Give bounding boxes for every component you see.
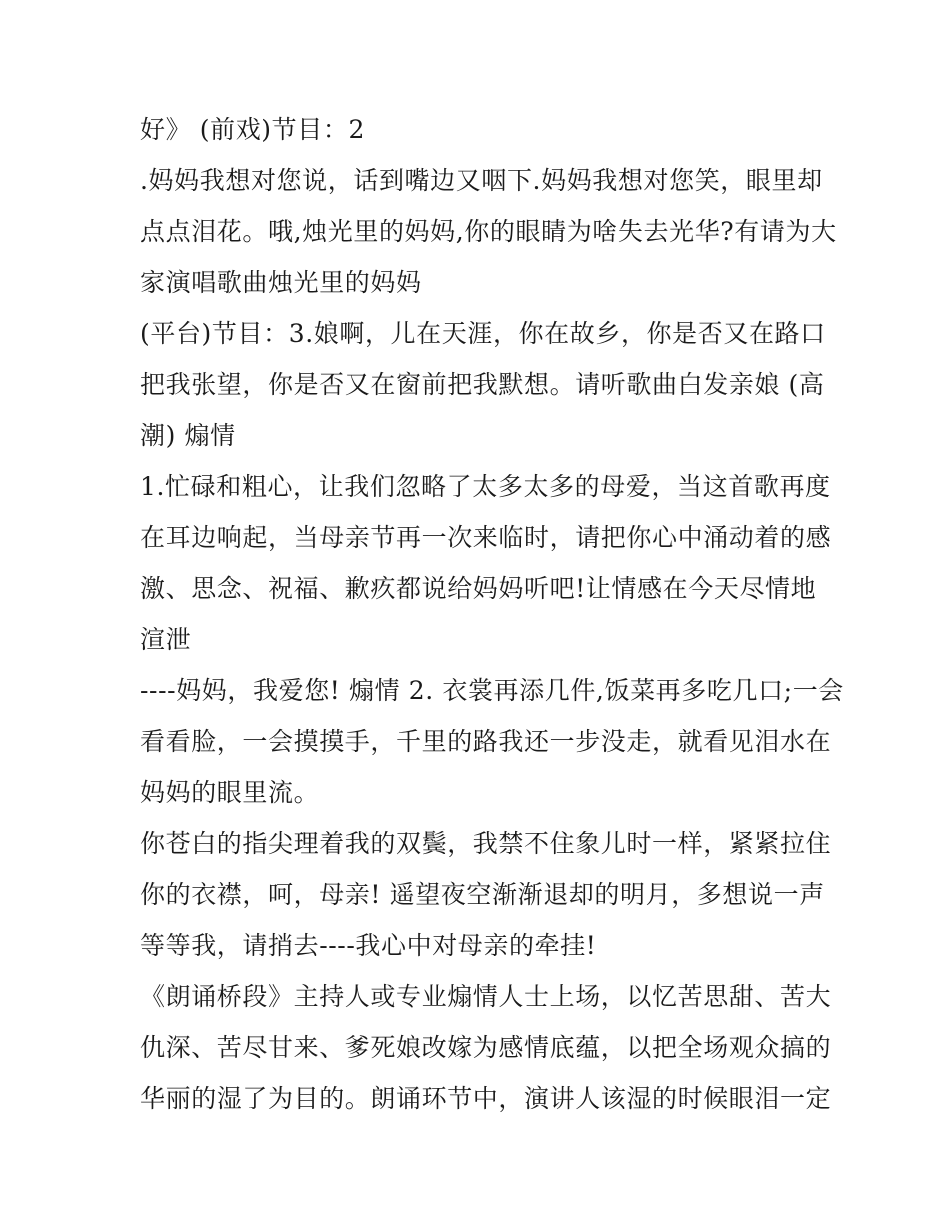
text-line: (平台)节目：3.娘啊，儿在天涯，你在故乡，你是否又在路口 <box>140 319 826 348</box>
text-line: 家演唱歌曲烛光里的妈妈 <box>140 268 422 297</box>
text-line: 把我张望，你是否又在窗前把我默想。请听歌曲白发亲娘 (高 <box>140 370 825 399</box>
document-body <box>140 104 844 1124</box>
text-line: 1.忙碌和粗心，让我们忽略了太多太多的母爱，当这首歌再度 <box>140 472 831 501</box>
text-line: 《朗诵桥段》主持人或专业煽情人士上场，以忆苦思甜、苦大 <box>140 982 832 1011</box>
text-line: 渲泄 <box>140 625 192 654</box>
text-line: 你苍白的指尖理着我的双鬓，我禁不住象儿时一样，紧紧拉住 <box>140 829 832 858</box>
text-line: 在耳边响起，当母亲节再一次来临时，请把你心中涌动着的感 <box>140 523 832 552</box>
text-line: 华丽的湿了为目的。朗诵环节中，演讲人该湿的时候眼泪一定 <box>140 1084 832 1113</box>
text-line: 你的衣襟，呵，母亲! 遥望夜空渐渐退却的明月，多想说一声 <box>140 880 825 909</box>
text-line: 潮) 煽情 <box>140 421 236 450</box>
text-line: 看看脸，一会摸摸手，千里的路我还一步没走，就看见泪水在 <box>140 727 832 756</box>
text-line: 点点泪花。哦,烛光里的妈妈,你的眼睛为啥失去光华?有请为大 <box>140 217 837 246</box>
text-line: 好》 (前戏)节目：2 <box>140 115 365 144</box>
text-line: 妈妈的眼里流。 <box>140 778 320 807</box>
text-line: .妈妈我想对您说，话到嘴边又咽下.妈妈我想对您笑，眼里却 <box>140 166 823 195</box>
text-line: 仇深、苦尽甘来、爹死娘改嫁为感情底蕴，以把全场观众搞的 <box>140 1033 832 1062</box>
text-line: 等等我，请捎去----我心中对母亲的牵挂! <box>140 931 597 960</box>
text-line: 激、思念、祝福、歉疚都说给妈妈听吧!让情感在今天尽情地 <box>140 574 817 603</box>
text-line: ----妈妈，我爱您! 煽情 2. 衣裳再添几件,饭菜再多吃几口;一会 <box>140 676 844 705</box>
